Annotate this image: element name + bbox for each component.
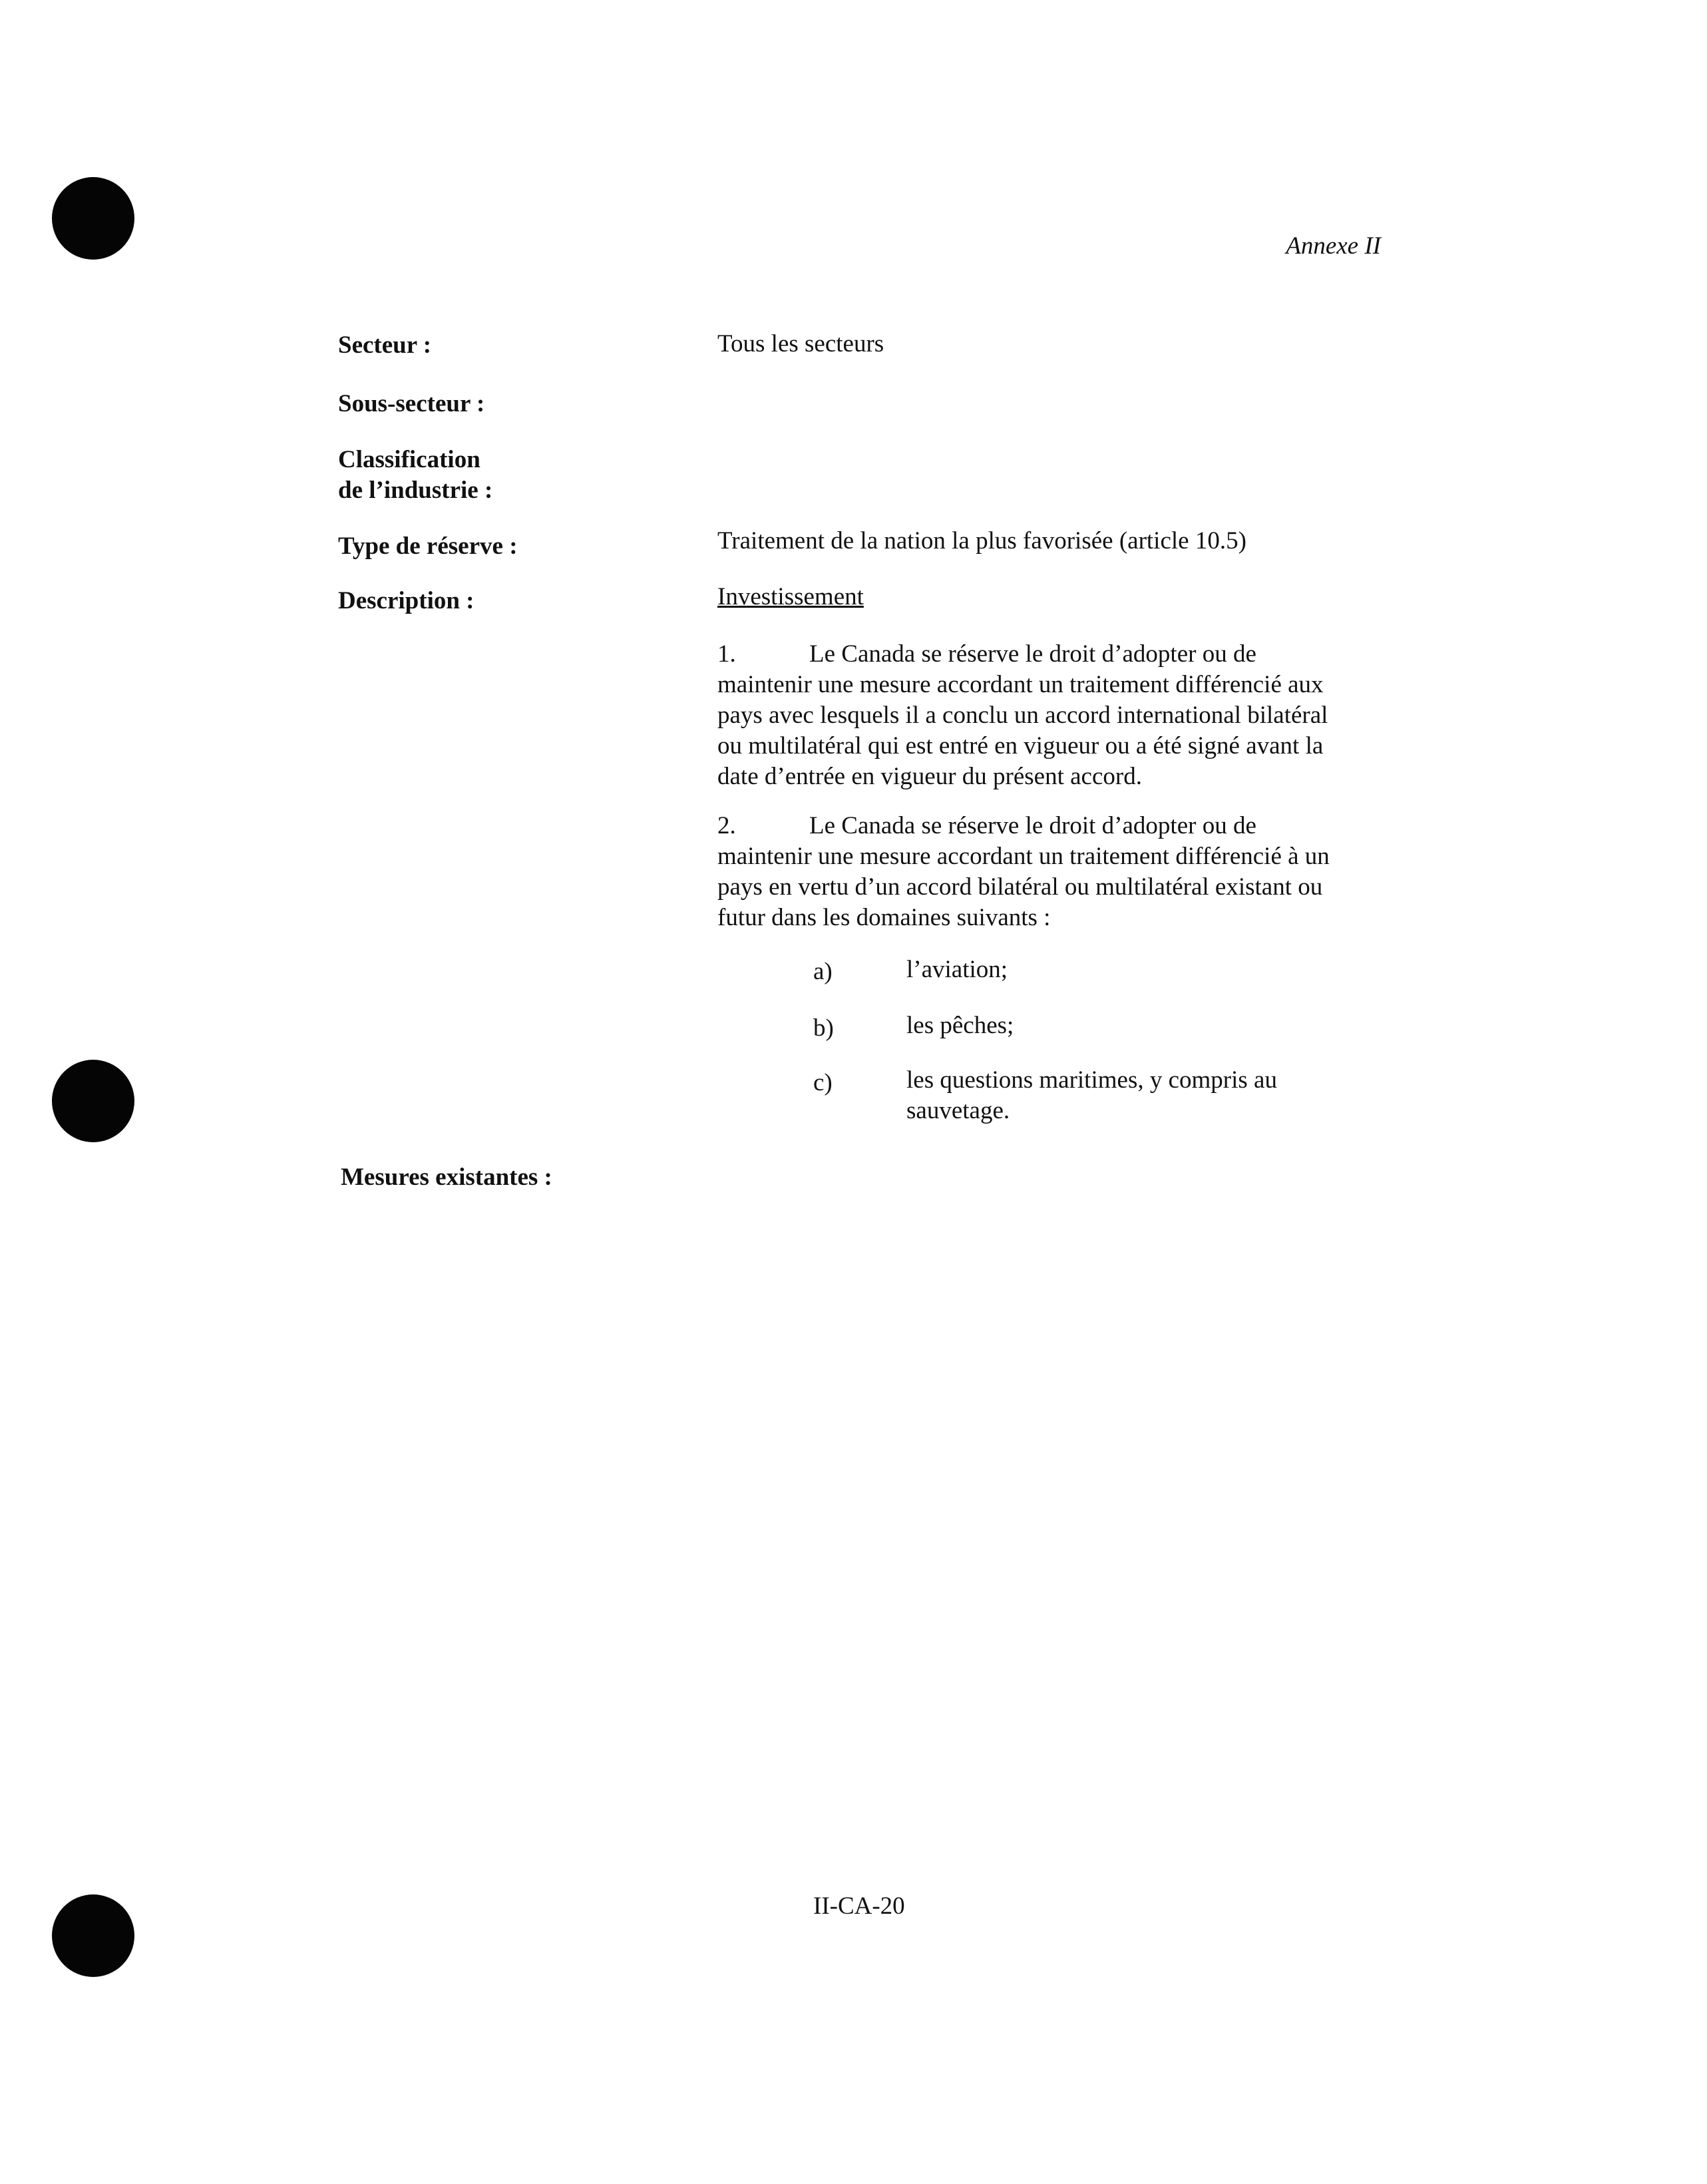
paragraph-1-line: date d’entrée en vigueur du présent accord.: [717, 763, 1142, 790]
page-number: II-CA-20: [813, 1892, 905, 1920]
paragraph-2-line: pays en vertu d’un accord bilatéral ou multilatéral existant ou: [717, 873, 1323, 901]
list-item-a-letter: a): [813, 958, 833, 985]
paragraph-2-line: maintenir une mesure accordant un traitement différencié à un: [717, 843, 1330, 870]
paragraph-1-line: ou multilatéral qui est entré en vigueur ou a été signé avant la: [717, 732, 1324, 760]
list-item-b-text: les pêches;: [906, 1012, 1014, 1039]
binder-hole-top: [52, 177, 134, 260]
binder-hole-middle: [52, 1060, 134, 1142]
classification-label-line2: de l’industrie :: [338, 477, 493, 504]
list-item-c-text-line1: les questions maritimes, y compris au: [906, 1066, 1277, 1094]
reservation-type-label: Type de réserve :: [338, 533, 518, 560]
paragraph-1-line: maintenir une mesure accordant un traitement différencié aux: [717, 671, 1324, 698]
reservation-type-value: Traitement de la nation la plus favorisée (article 10.5): [717, 527, 1246, 554]
paragraph-2-line: futur dans les domaines suivants :: [717, 904, 1051, 931]
paragraph-1-line: pays avec lesquels il a conclu un accord international bilatéral: [717, 702, 1328, 729]
list-item-a-text: l’aviation;: [906, 956, 1008, 983]
paragraph-2: [717, 811, 1410, 933]
description-heading: Investissement: [717, 583, 864, 610]
paragraph-1-line-text: Le Canada se réserve le droit d’adopter ou de: [809, 640, 1256, 668]
paragraph-1-line: [717, 639, 1410, 670]
paragraph-1-number: 1.: [717, 640, 736, 668]
classification-label-line1: Classification: [338, 446, 480, 473]
sector-label: Secteur :: [338, 331, 432, 359]
paragraph-2-line-text: Le Canada se réserve le droit d’adopter ou de: [809, 812, 1256, 839]
sector-value: Tous les secteurs: [717, 330, 884, 357]
subsector-label: Sous-secteur :: [338, 390, 485, 417]
paragraph-2-line: [717, 811, 1410, 841]
list-item-c-text: [906, 1065, 1372, 1126]
annex-title: Annexe II: [1286, 232, 1381, 260]
paragraph-2-number: 2.: [717, 812, 736, 839]
list-item-b-letter: b): [813, 1014, 834, 1042]
existing-measures-label: Mesures existantes :: [341, 1164, 552, 1191]
description-label: Description :: [338, 587, 474, 614]
binder-hole-bottom: [52, 1894, 134, 1977]
paragraph-1: [717, 639, 1410, 792]
list-item-c-text-line2: sauvetage.: [906, 1097, 1010, 1124]
list-item-c-letter: c): [813, 1069, 833, 1096]
